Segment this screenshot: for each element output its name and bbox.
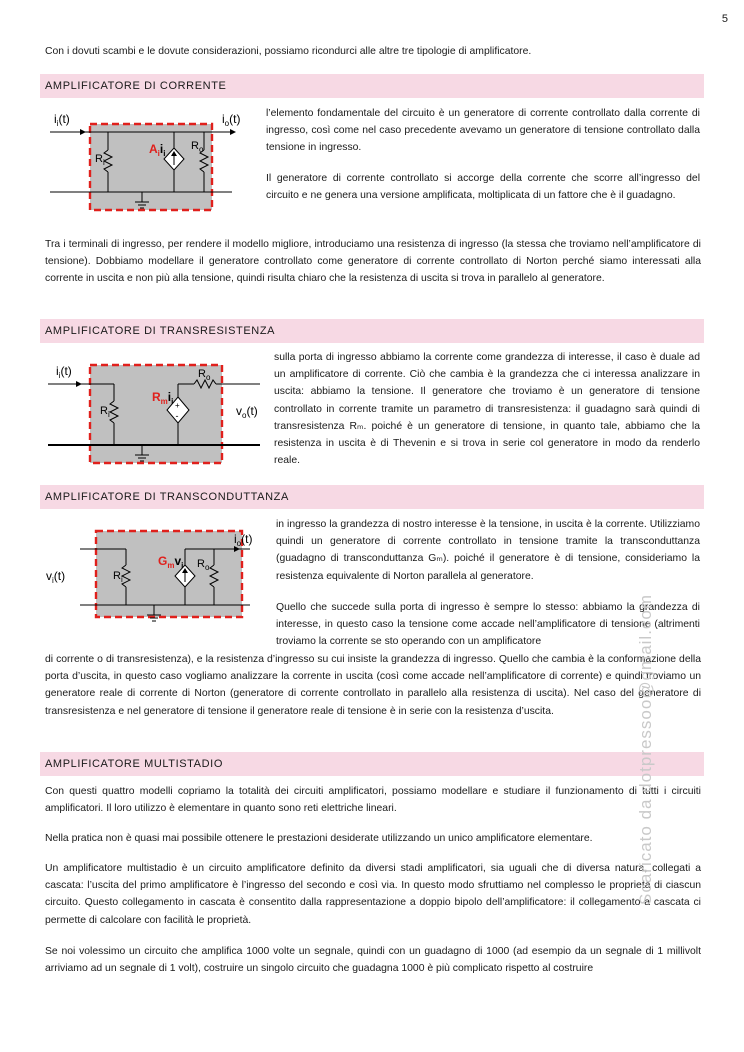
multistadio-p4: Se noi volessimo un circuito che amplifica 1000 volte un segnale, quindi con un guadagno di 1000 (ad esempio da un segnale di 1 millivolt arriviamo ad un segnale di 1 volt), costruire un singolo circuito che guadagna 1000 è più complicato rispetto al costruire — [45, 946, 701, 975]
page-number: 5 — [721, 13, 728, 25]
watermark: Scaricato da dotpressoo@gmail.com — [636, 593, 655, 905]
label-ri: $R_i$ — [113, 570, 123, 584]
intro-paragraph: Con i dovuti scambi e le dovute considerazioni, possiamo ricondurci alle altre tre tipologie di amplificatore. — [45, 46, 532, 57]
label-output: $v_o(t)$ — [236, 404, 258, 420]
label-ri: $R_i$ — [95, 153, 105, 167]
corrente-p1: l’elemento fondamentale del circuito è un generatore di corrente controllato dalla corrente di ingresso, così come nel caso precedente avevamo un generatore di tensione controllato dalla tensione in ingresso. — [266, 108, 700, 154]
label-input: $v_i(t)$ — [46, 569, 66, 585]
transconduttanza-p1: in ingresso la grandezza di nostro interesse è la tensione, in uscita è la corrente. Utilizziamo quindi un generatore di corrente controllato in tensione tramite la transconduttanza (guadagno di transconduttanza Gₘ). poiché il generatore è di tensione, consideriamo la resistenza equivalente di Norton parallela al generatore. — [276, 519, 700, 582]
label-input: $i_i(t)$ — [54, 112, 70, 128]
label-ri: $R_i$ — [100, 405, 110, 419]
corrente-p2: Il generatore di corrente controllato si accorge della corrente che scorre all’ingresso del circuito e ne genera una versione amplificata, moltiplicata di un fattore che è il guadagno. — [266, 173, 700, 202]
circuit-transresistenza — [44, 355, 268, 467]
svg-text:-: - — [175, 411, 179, 421]
section-header-corrente: AMPLIFICATORE DI CORRENTE — [40, 74, 704, 98]
transresistenza-p1: sulla porta di ingresso abbiamo la corrente come grandezza di interesse, il caso è duale ad un amplificatore di corrente. Ciò che cambia è la grandezza che ci interessa analizzare in uscita: abbiamo la tensione. Il generatore che troviamo è un generatore di tensione controllato in corrente tramite un parametro di transresistenza: il guadagno sarà quindi di transresistenza Rₘ. poiché è un generatore di tensione, in quanto tale, abbiamo che la resistenza in uscita è di Thevenin e si trova in serie col generatore in modo da renderlo reale. — [274, 352, 700, 467]
multistadio-p2: Nella pratica non è quasi mai possibile ottenere le prestazioni desiderate utilizzando un unico amplificatore elementare. — [45, 833, 593, 844]
section-header-multistadio: AMPLIFICATORE MULTISTADIO — [40, 752, 704, 776]
transconduttanza-p2a: Quello che succede sulla porta di ingresso è sempre lo stesso: abbiamo la grandezza di interesse, in questo caso la tensione come accade nell’amplificatore di tensione (altrimenti troviamo la corrente se sto operando con un amplificatore — [276, 602, 700, 648]
svg-text:+: + — [175, 401, 180, 410]
label-gain: $A_ii_i$ — [149, 142, 166, 158]
label-output: $i_o(t)$ — [234, 532, 253, 548]
label-ro: $R_o$ — [198, 368, 211, 382]
multistadio-p3: Un amplificatore multistadio è un circuito amplificatore definito da diversi stadi amplificatori, sia uguali che di diversa natura, collegati a cascata: l’uscita del primo amplificatore è l’ingresso del secondo e così via. In questo modo sfruttiamo nel complesso le proprietà di ciascun circuito. Questo collegamento in cascata è consentito dalla rappresentazione a doppio bipolo dell’amplificatore: il collegamento a cascata ci permette di calcolare con facilità le proprietà. — [45, 863, 701, 926]
circuit-transconduttanza — [44, 527, 264, 631]
label-ro: $R_o$ — [197, 558, 210, 572]
label-input: $i_i(t)$ — [56, 364, 72, 380]
label-gain: $R_mi_i$ — [152, 390, 174, 406]
label-gain: $G_mv_i$ — [158, 554, 184, 570]
circuit-corrente — [44, 106, 241, 212]
section-header-transconduttanza: AMPLIFICATORE DI TRANSCONDUTTANZA — [40, 485, 704, 509]
transconduttanza-p2b: di corrente o di transresistenza), e la resistenza d’ingresso su cui insiste la grandezza di ingresso. Quello che cambia è la conformazione della porta d’uscita, in questo caso vogliamo analizzare la corrente in uscita (così come accade nell’amplificatore di corrente) e quindi troviamo un generatore reale di corrente di Norton (generatore di corrente controllato in parallelo alla resistenza di uscita). Nel caso del generatore di transresistenza e nel generatore di tensione il generatore reale di tensione è in serie con la resistenza d’uscita. — [45, 654, 701, 717]
label-ro: $R_o$ — [191, 140, 204, 154]
section-header-transresistenza: AMPLIFICATORE DI TRANSRESISTENZA — [40, 319, 704, 343]
multistadio-p1: Con questi quattro modelli copriamo la totalità dei circuiti amplificatori, possiamo modellare e studiare il funzionamento di tutti i circuiti amplificatori. Il loro utilizzo è elementare in quanto sono reti elettriche lineari. — [45, 786, 701, 815]
label-output: $i_o(t)$ — [222, 112, 241, 128]
corrente-p3: Tra i terminali di ingresso, per rendere il modello migliore, introduciamo una resistenza di ingresso (la stessa che troviamo nell’amplificatore di tensione). Dobbiamo modellare il generatore controllato come generatore di corrente controllato di Norton perché siamo interessati alla corrente in uscita e non più alla tensione, quindi risulta chiaro che la resistenza di uscita si trova in parallelo al generatore. — [45, 239, 701, 285]
